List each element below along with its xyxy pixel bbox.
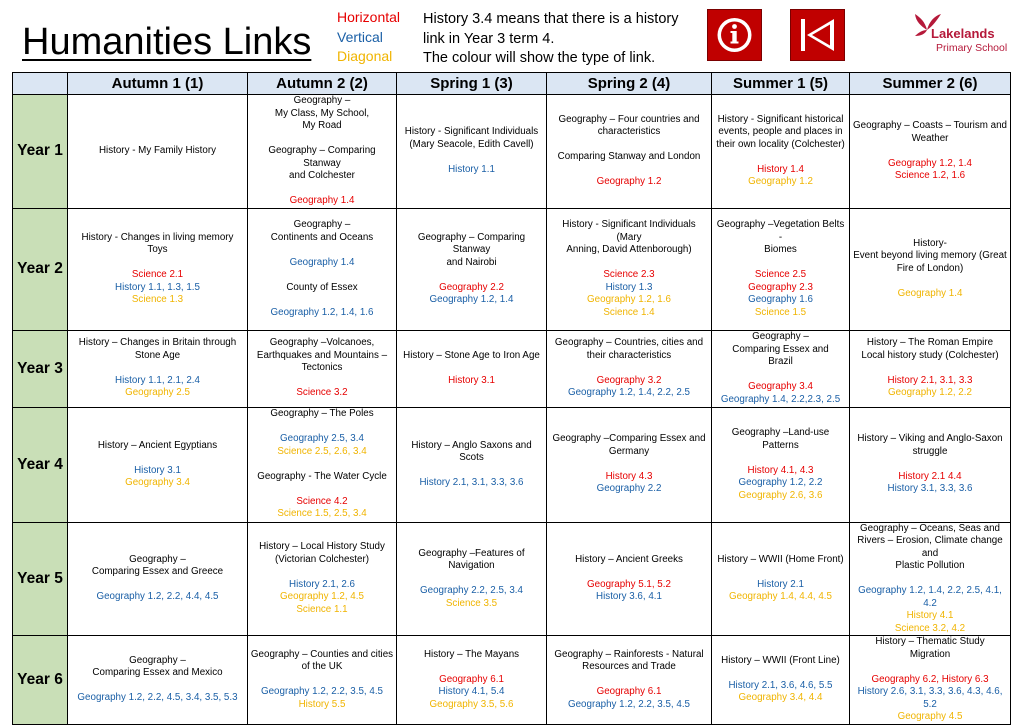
topic-text: History – Ancient Greeks — [575, 553, 683, 565]
year-label: Year 3 — [13, 330, 68, 407]
back-button[interactable] — [790, 9, 845, 61]
spacer — [70, 257, 245, 270]
spacer — [714, 566, 847, 579]
topic-cell — [712, 208, 850, 330]
topic-text: Resources and Trade — [582, 661, 676, 672]
link-reference: Geography 1.2, 1.4 — [888, 157, 972, 169]
year-row — [13, 522, 1011, 636]
topic-text: Geography – — [129, 553, 186, 565]
link-colour-legend — [337, 8, 400, 67]
link-reference: Science 1.5 — [754, 306, 807, 318]
year-row — [13, 208, 1011, 330]
spacer — [250, 244, 394, 257]
topic-text: History – WWII (Front Line) — [721, 654, 840, 666]
topic-text: History – The Mayans — [423, 648, 520, 660]
link-reference: Geography 1.2 — [596, 176, 662, 188]
topic-cell — [397, 522, 547, 636]
topic-cell — [712, 95, 850, 209]
year-row — [13, 407, 1011, 522]
link-reference: Science 1.1 — [296, 603, 348, 615]
school-subname: Primary School — [936, 42, 1008, 54]
topic-text: History – Stone Age to Iron Age — [403, 349, 540, 361]
spacer — [399, 573, 544, 586]
spacer — [399, 465, 544, 478]
link-reference: Geography 2.5 — [125, 387, 190, 399]
note-line: History 3.4 means that there is a history — [423, 11, 679, 27]
topic-cell — [248, 208, 397, 330]
spacer — [852, 145, 1008, 158]
spacer — [852, 275, 1008, 288]
year-row — [13, 330, 1011, 407]
link-reference: Geography 1.2, 2.2, 4.5, 3.4, 3.5, 5.3 — [77, 692, 238, 704]
topic-cell — [397, 636, 547, 725]
topic-text: Toys — [147, 244, 168, 255]
school-logo — [907, 8, 1013, 60]
year-label: Year 4 — [13, 407, 68, 522]
column-header: Autumn 2 (2) — [248, 73, 397, 95]
topic-cell — [712, 636, 850, 725]
link-reference: History 1.1, 2.1, 2.4 — [115, 374, 200, 386]
column-header: Spring 2 (4) — [547, 73, 712, 95]
spacer — [399, 269, 544, 282]
spacer — [714, 151, 847, 164]
topic-text: Comparing Stanway and London — [557, 151, 701, 163]
topic-cell — [712, 522, 850, 636]
column-header: Autumn 1 (1) — [68, 73, 248, 95]
topic-text: Geography – — [293, 95, 351, 106]
link-reference: History 1.3 — [605, 281, 653, 293]
topic-cell — [397, 407, 547, 522]
legend-horizontal: Horizontal — [337, 9, 401, 25]
link-reference: Geography 1.2, 1.6 — [587, 294, 671, 305]
spacer — [852, 573, 1008, 586]
spacer — [852, 458, 1008, 471]
topic-text: Navigation — [448, 560, 495, 571]
topic-text: Patterns — [762, 439, 799, 451]
topic-text: Plastic Pollution — [895, 560, 965, 571]
link-reference: Geography 3.4 — [748, 381, 813, 392]
topic-text: Geography – Four countries and — [558, 113, 700, 125]
note-line: link in Year 3 term 4. — [423, 30, 555, 47]
topic-text: Geography –Features of — [418, 547, 525, 559]
link-reference: Science 2.3 — [603, 269, 655, 280]
topic-text: History – The Roman Empire — [866, 337, 994, 349]
link-reference: History 4.1 — [906, 610, 954, 621]
topic-text: Geography – Coasts – Tourism and — [853, 120, 1007, 131]
topic-text: Comparing Essex and — [732, 343, 829, 355]
year-label: Year 5 — [13, 522, 68, 636]
topic-cell — [850, 330, 1011, 407]
link-reference: Geography 2.2 — [439, 281, 504, 293]
spacer — [549, 164, 709, 177]
topic-text: characteristics — [597, 126, 661, 138]
topic-text: Weather — [911, 132, 949, 144]
link-reference: History 3.1 — [448, 374, 495, 386]
topic-cell — [248, 330, 397, 407]
link-reference: History 2.1, 3.1, 3.3 — [887, 374, 973, 386]
column-header: Spring 1 (3) — [397, 73, 547, 95]
link-reference: Geography 6.2, History 6.3 — [871, 673, 989, 685]
link-reference: Geography 1.2, 2.2, 4.4, 4.5 — [96, 591, 219, 603]
topic-cell — [397, 208, 547, 330]
spacer — [549, 566, 709, 579]
topic-text: Geography – — [752, 331, 809, 342]
link-reference: Science 3.2 — [296, 387, 348, 399]
topic-text: Rivers – Erosion, Climate change and — [857, 535, 1003, 559]
topic-text: Geography – Rainforests - Natural — [554, 648, 704, 660]
link-reference: History 2.1 — [757, 578, 804, 590]
link-reference: Geography 3.4 — [125, 477, 190, 488]
link-reference: Science 1.4 — [603, 306, 655, 318]
explanation-note — [423, 10, 703, 69]
link-reference: Science 2.5 — [754, 269, 807, 280]
topic-text: and Nairobi — [446, 256, 497, 268]
topic-text: Geography –Vegetation Belts - — [716, 219, 845, 243]
topic-text: Geography –Volcanoes, — [269, 337, 375, 349]
school-logo-mark — [907, 8, 1013, 60]
link-reference: History 4.1, 4.3 — [747, 464, 814, 476]
link-reference: History 4.3 — [605, 470, 653, 482]
topic-text: Stone Age — [134, 349, 181, 361]
humanities-links-grid — [12, 72, 1011, 725]
spacer — [549, 362, 709, 375]
topic-text: Brazil — [768, 356, 793, 367]
link-reference: History 3.1 — [134, 464, 181, 476]
topic-text: History – Anglo Saxons and — [411, 439, 532, 451]
link-reference: Science 2.1 — [131, 269, 184, 280]
link-reference: Geography 1.2, 1.4, 2.2, 2.5 — [567, 387, 690, 399]
spacer — [250, 483, 394, 496]
link-reference: Geography 6.1 — [439, 673, 504, 685]
topic-cell — [547, 330, 712, 407]
topic-cell — [547, 522, 712, 636]
link-reference: Geography 1.2 — [748, 176, 813, 188]
topic-text: Tectonics — [301, 362, 343, 374]
link-reference: History 1.4 — [757, 163, 804, 175]
topic-text: Geography –Comparing Essex and — [552, 433, 706, 445]
spacer — [250, 294, 394, 307]
school-name: Lakelands — [931, 26, 995, 41]
topic-cell — [712, 407, 850, 522]
topic-cell — [68, 636, 248, 725]
spacer — [70, 680, 245, 693]
topic-text: Continents and Oceans — [270, 231, 374, 243]
topic-text: Anning, David Attenborough) — [566, 244, 692, 255]
spacer — [399, 661, 544, 674]
spacer — [714, 452, 847, 465]
link-reference: Geography 4.5 — [897, 711, 963, 722]
spacer — [250, 183, 394, 196]
link-reference: Geography 3.4, 4.4 — [738, 692, 823, 704]
link-reference: Science 3.5 — [445, 597, 498, 609]
link-reference: History 3.1, 3.3, 3.6 — [887, 483, 973, 495]
topic-cell — [397, 330, 547, 407]
topic-text: events, people and places in — [718, 126, 843, 138]
link-reference: Geography 1.6 — [748, 294, 813, 305]
topic-cell — [248, 95, 397, 209]
topic-cell — [68, 407, 248, 522]
link-reference: History 3.6, 4.1 — [596, 591, 662, 603]
legend-diagonal: Diagonal — [337, 48, 393, 64]
spacer — [70, 452, 245, 465]
spacer — [714, 257, 847, 270]
link-reference: History 4.1, 5.4 — [438, 686, 505, 697]
year-label: Year 1 — [13, 95, 68, 209]
link-reference: Geography 1.2, 2.2, 3.5, 4.5 — [260, 686, 383, 697]
link-reference: History 2.1 4.4 — [898, 470, 962, 482]
topic-text: Migration — [909, 648, 951, 660]
column-header: Summer 2 (6) — [850, 73, 1011, 95]
topic-cell — [850, 208, 1011, 330]
topic-cell — [850, 636, 1011, 725]
topic-text: History – Ancient Egyptians — [97, 439, 218, 451]
year-label: Year 2 — [13, 208, 68, 330]
topic-cell — [850, 522, 1011, 636]
topic-text: Event beyond living memory (Great — [853, 250, 1007, 262]
topic-cell — [248, 636, 397, 725]
topic-text: their own locality (Colchester) — [716, 138, 845, 150]
topic-text: Geography – Oceans, Seas and — [860, 522, 1000, 534]
link-reference: Geography 6.1 — [596, 686, 662, 697]
link-reference: Geography 1.2, 1.4, 2.2, 2.5, 4.1, 4.2 — [858, 585, 1002, 609]
link-reference: Geography 2.3 — [748, 281, 813, 293]
topic-text: County of Essex — [286, 281, 358, 293]
spacer — [70, 362, 245, 375]
link-reference: Science 4.2 — [296, 495, 348, 507]
topic-text: Comparing Essex and Greece — [91, 566, 224, 578]
topic-text: (Victorian Colchester) — [274, 553, 369, 565]
topic-cell — [68, 208, 248, 330]
spacer — [399, 362, 544, 375]
topic-text: Earthquakes and Mountains – — [256, 349, 388, 361]
spacer — [250, 674, 394, 687]
spacer — [852, 661, 1008, 674]
topic-cell — [547, 95, 712, 209]
column-header: Summer 1 (5) — [712, 73, 850, 95]
year-row — [13, 95, 1011, 209]
topic-text: Geography – — [129, 654, 186, 666]
topic-text: History – WWII (Home Front) — [717, 553, 844, 565]
link-reference: Geography 2.6, 3.6 — [738, 489, 823, 501]
spacer — [549, 458, 709, 471]
topic-text: Geography – Comparing Stanway — [417, 231, 526, 255]
topic-text: Geography – Comparing Stanway — [268, 145, 376, 169]
topic-text: History – Local History Study — [259, 541, 385, 553]
spacer — [70, 579, 245, 592]
spacer — [549, 257, 709, 270]
topic-cell — [850, 95, 1011, 209]
link-reference: Geography 2.5, 3.4 — [280, 433, 364, 445]
link-reference: Geography 1.4 — [897, 287, 963, 299]
topic-text: My Class, My School, — [274, 107, 370, 119]
topic-text: of the UK — [301, 661, 343, 672]
topic-text: Local history study (Colchester) — [861, 349, 999, 361]
topic-cell — [68, 522, 248, 636]
topic-text: Geography - The Water Cycle — [257, 470, 387, 482]
spacer — [250, 375, 394, 388]
page-title: Humanities Links — [22, 21, 312, 63]
topic-cell — [547, 208, 712, 330]
spacer — [250, 269, 394, 282]
topic-cell — [248, 522, 397, 636]
spacer — [250, 566, 394, 579]
link-reference: Geography 3.5, 5.6 — [429, 698, 514, 710]
topic-text: struggle — [912, 445, 948, 457]
topic-text: Biomes — [764, 244, 797, 255]
link-reference: Geography 1.2, 1.4, 1.6 — [270, 306, 374, 318]
topic-cell — [68, 330, 248, 407]
link-reference: Geography 1.4, 4.4, 4.5 — [729, 591, 832, 603]
topic-text: History - Significant Individuals (Mary — [562, 219, 696, 243]
topic-cell — [712, 330, 850, 407]
topic-text: History - My Family History — [98, 145, 217, 156]
info-button[interactable] — [707, 9, 762, 61]
link-reference: History 2.1, 3.1, 3.3, 3.6 — [419, 477, 524, 488]
spacer — [714, 667, 847, 680]
link-reference: Geography 1.4 — [289, 195, 355, 206]
topic-text: their characteristics — [586, 349, 672, 361]
topic-text: History – Viking and Anglo-Saxon — [857, 433, 1003, 445]
link-reference: Geography 1.2, 2.2 — [888, 387, 972, 399]
topic-cell — [248, 407, 397, 522]
topic-text: My Road — [302, 120, 342, 131]
link-reference: Science 3.2, 4.2 — [894, 622, 966, 634]
year-label: Year 6 — [13, 636, 68, 725]
link-reference: Geography 1.2, 4.5 — [280, 591, 364, 603]
spacer — [250, 421, 394, 434]
topic-text: History- — [913, 237, 947, 249]
link-reference: History 5.5 — [298, 698, 346, 710]
link-reference: Geography 1.4 — [289, 256, 355, 268]
link-reference: Geography 3.2 — [596, 374, 662, 386]
topic-text: Geography – Countries, cities and — [554, 337, 704, 349]
corner-cell — [13, 73, 68, 95]
link-reference: Geography 1.2, 2.2, 3.5, 4.5 — [567, 698, 690, 710]
link-reference: Geography 2.2, 2.5, 3.4 — [420, 585, 523, 596]
topic-cell — [850, 407, 1011, 522]
legend-vertical: Vertical — [337, 28, 383, 45]
link-reference: Science 1.3 — [131, 294, 184, 305]
topic-cell — [547, 636, 712, 725]
topic-cell — [68, 95, 248, 209]
topic-text: History – Thematic Study — [875, 636, 985, 647]
link-reference: Geography 1.4, 2.2,2.3, 2.5 — [720, 393, 841, 405]
topic-text: History - Significant historical — [717, 113, 844, 125]
spacer — [852, 362, 1008, 375]
spacer — [399, 151, 544, 164]
topic-text: History - Significant Individuals — [404, 126, 539, 138]
header-row — [13, 73, 1011, 95]
link-reference: Geography 5.1, 5.2 — [587, 578, 671, 590]
info-icon — [708, 10, 761, 60]
spacer — [714, 369, 847, 382]
link-reference: History 2.1, 2.6 — [289, 578, 355, 590]
link-reference: Geography 1.2, 1.4 — [429, 294, 514, 305]
spacer — [250, 133, 394, 146]
topic-text: (Mary Seacole, Edith Cavell) — [409, 138, 534, 150]
link-reference: History 1.1 — [448, 163, 495, 175]
topic-text: Comparing Essex and Mexico — [92, 667, 223, 679]
topic-cell — [397, 95, 547, 209]
link-reference: Geography 1.2, 2.2 — [738, 477, 823, 488]
link-reference: History 2.1, 3.6, 4.6, 5.5 — [728, 679, 833, 691]
topic-text: Scots — [459, 452, 484, 463]
topic-text: Geography –Land-use — [731, 427, 830, 438]
note-line: The colour will show the type of link. — [423, 50, 656, 66]
topic-text: History - Changes in living memory — [81, 231, 234, 243]
topic-text: Geography – — [293, 219, 351, 230]
topic-text: Geography – Counties and cities — [250, 648, 394, 660]
spacer — [549, 674, 709, 687]
back-icon — [791, 10, 844, 60]
topic-cell — [547, 407, 712, 522]
link-reference: Science 2.5, 2.6, 3.4 — [277, 445, 367, 457]
year-row — [13, 636, 1011, 725]
spacer — [549, 139, 709, 152]
link-reference: History 2.6, 3.1, 3.3, 3.6, 4.3, 4.6, 5.2 — [857, 686, 1003, 710]
topic-text: Geography – The Poles — [270, 408, 374, 420]
link-reference: Science 1.2, 1.6 — [894, 170, 966, 181]
link-reference: History 1.1, 1.3, 1.5 — [115, 281, 200, 293]
topic-text: and Colchester — [289, 170, 355, 181]
topic-text: History – Changes in Britain through — [78, 337, 237, 349]
spacer — [250, 458, 394, 471]
link-reference: Geography 2.2 — [596, 483, 662, 495]
link-reference: Science 1.5, 2.5, 3.4 — [277, 508, 367, 520]
topic-text: Fire of London) — [896, 262, 964, 274]
topic-text: Germany — [608, 445, 650, 457]
